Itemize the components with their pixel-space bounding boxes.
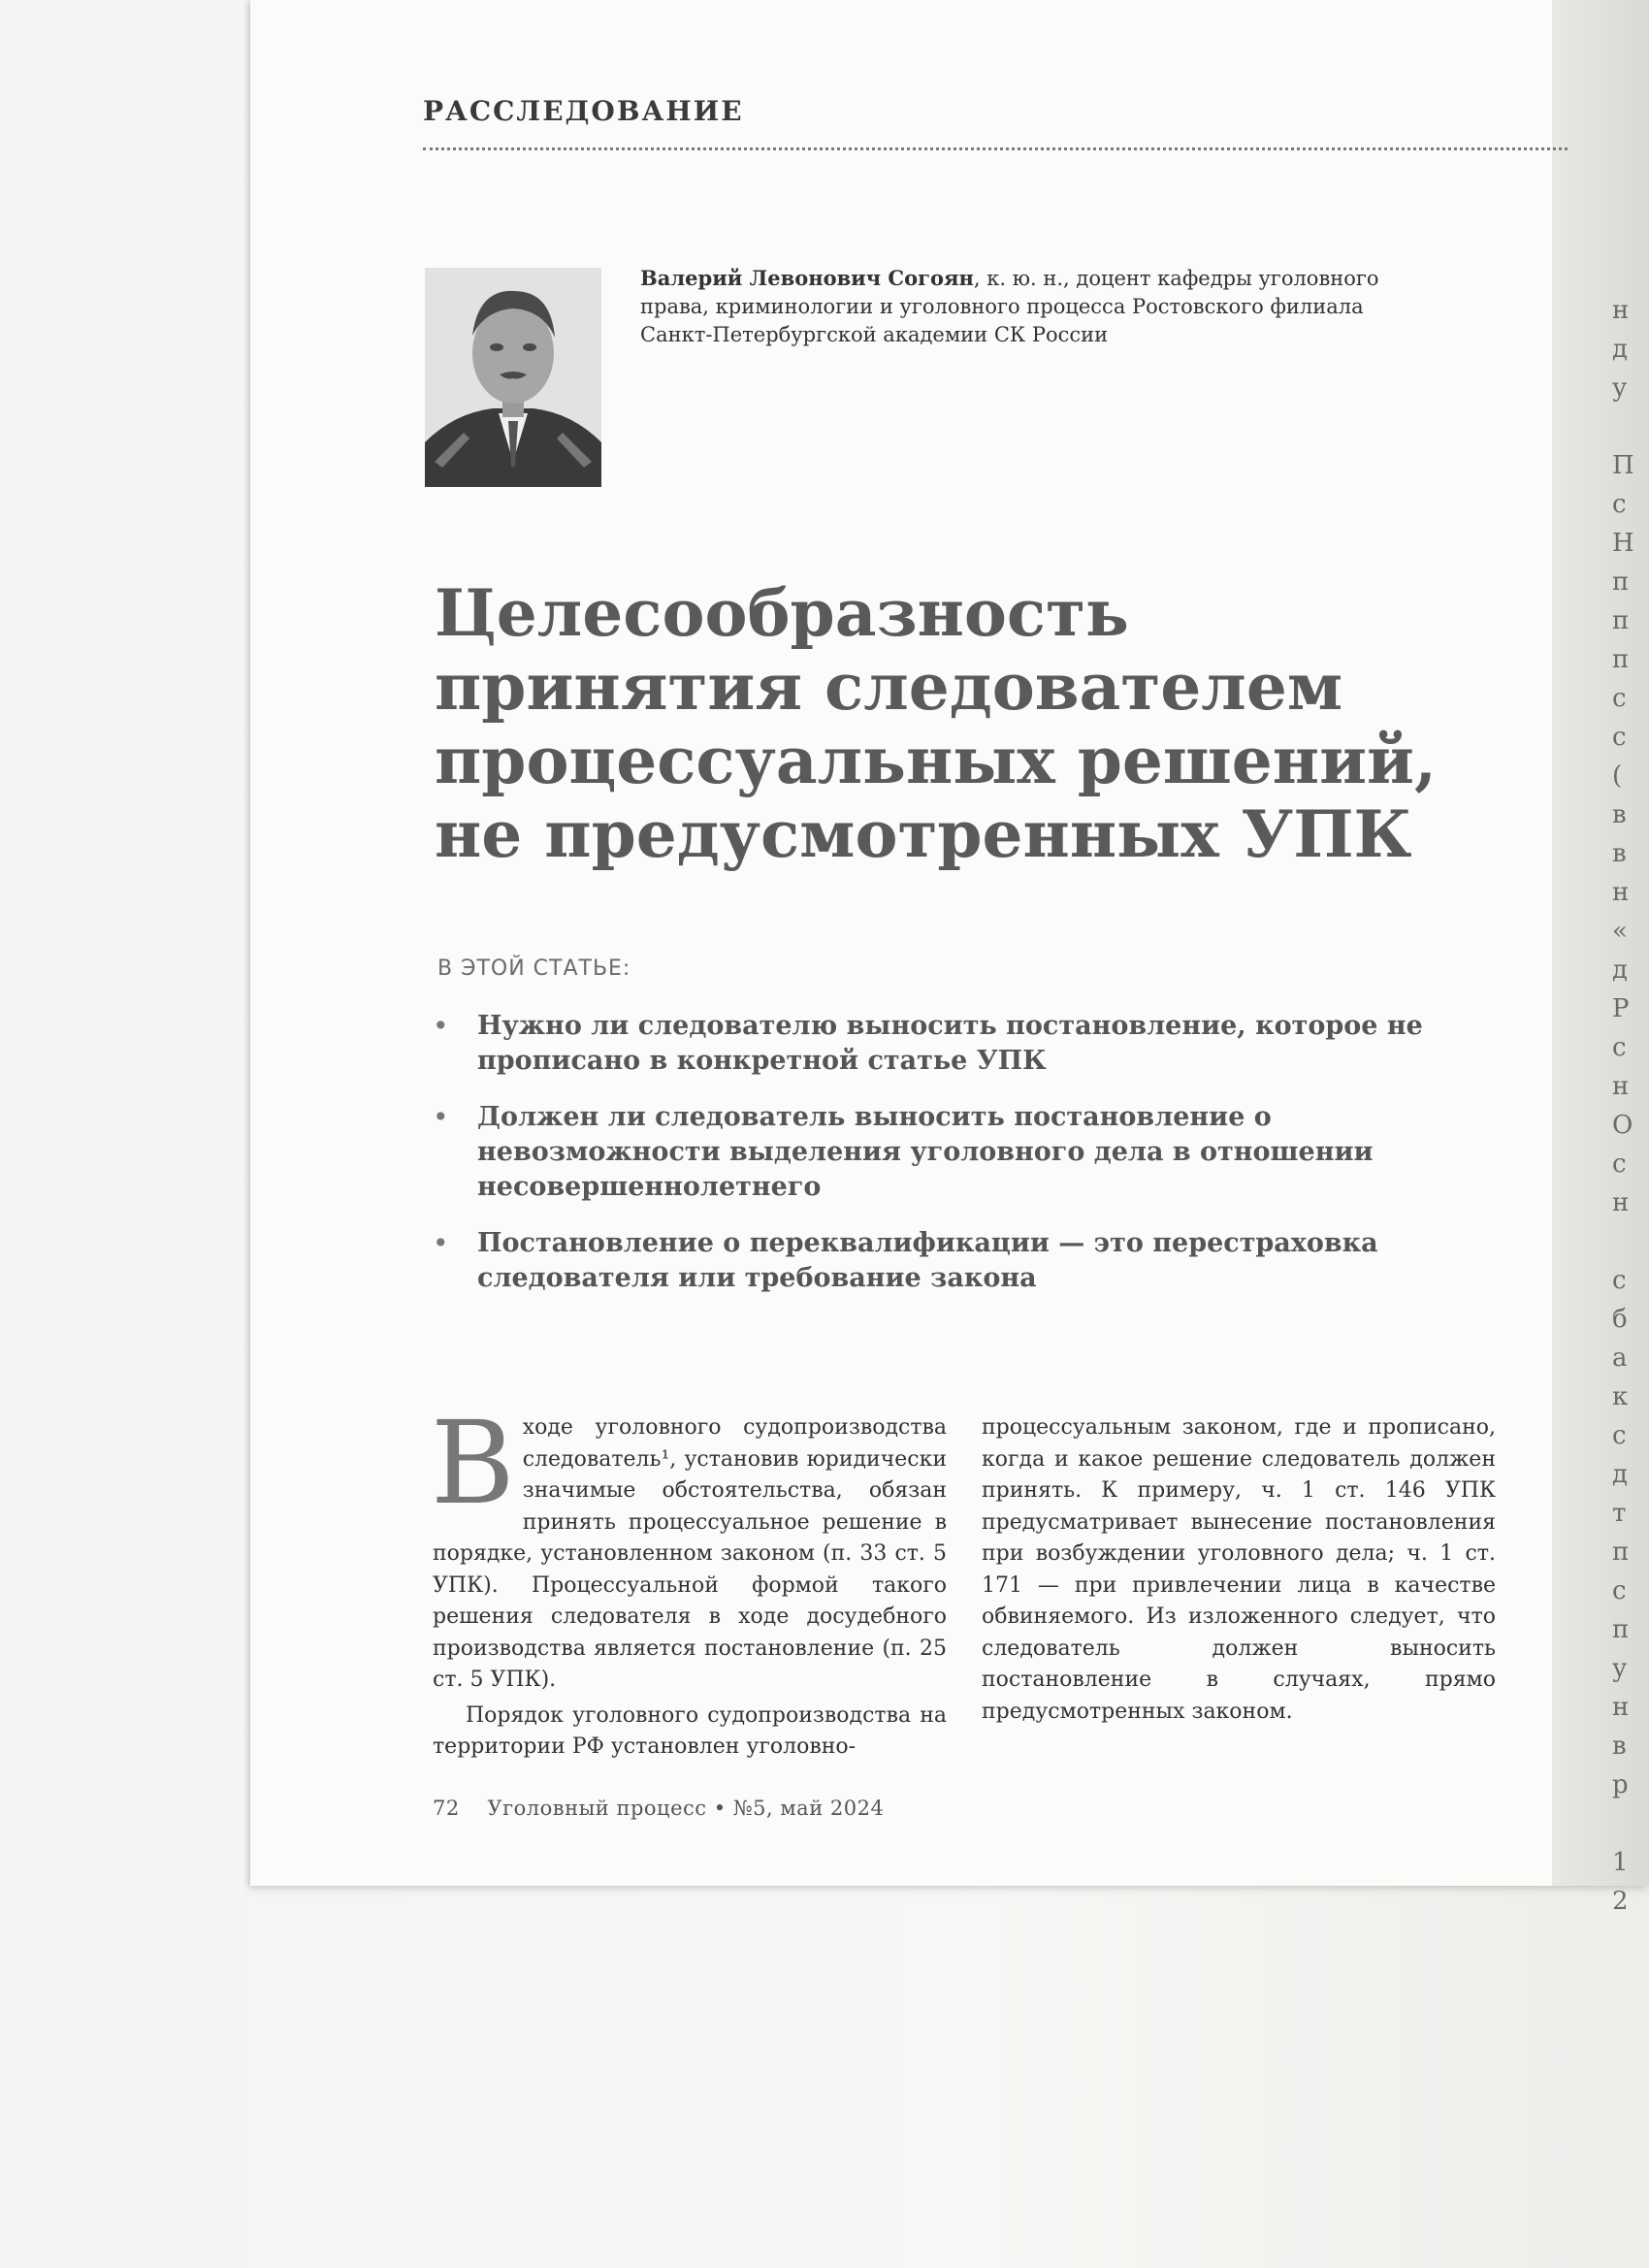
key-point-text: Должен ли следователь выносить постановление о невозможности выделения уголовного дела в отношении несовершеннолетнего — [477, 1102, 1374, 1202]
list-item — [433, 1100, 1451, 1205]
page-number: 72 — [433, 1797, 460, 1820]
author-info — [640, 264, 1416, 349]
in-article-label: В ЭТОЙ СТАТЬЕ: — [437, 956, 631, 981]
list-item — [433, 1009, 1451, 1079]
article-title: Целесообразность принятия следователем процессуальных решений, не предусмотренных УПК — [435, 575, 1437, 872]
dotted-rule — [423, 147, 1568, 150]
body-paragraph: процессуальным законом, где и прописано, когда и какое решение следователь должен принять. К примеру, ч. 1 ст. 146 УПК предусматривает вынесение постановления при возбуждении уголовного дела; ч. 1 ст. 171 — при привлечении лица в качестве обвиняемого. Из изложенного следует, что следователь должен выносить постановление в случаях, прямо предусмотренных законом. — [982, 1415, 1496, 1724]
section-heading: РАССЛЕДОВАНИЕ — [423, 95, 744, 127]
key-point-text: Нужно ли следователю выносить постановление, которое не прописано в конкретной статье УПК — [477, 1011, 1423, 1076]
bullet-icon: • — [433, 1101, 449, 1133]
page-footer — [433, 1797, 884, 1820]
bullet-icon: • — [433, 1227, 449, 1259]
body-column-right — [982, 1412, 1496, 1728]
author-credentials: , к. ю. н., доцент кафедры уголовного права, криминологии и уголовного процесса Ростовского филиала Санкт-Петербургской академии СК России — [640, 267, 1379, 346]
author-photo — [425, 268, 601, 487]
body-paragraph: Порядок уголовного судопроизводства на территории РФ установлен уголовно- — [433, 1702, 947, 1759]
key-points-list — [433, 1009, 1451, 1317]
drop-cap: В — [431, 1396, 515, 1530]
author-name: Валерий Левонович Согоян — [640, 266, 974, 290]
list-item — [433, 1226, 1451, 1296]
body-column-left — [431, 1396, 947, 1764]
paragraph-text: ходе уголовного судопроизводства следователь¹, установив юридически значимые обстоятельства, обязан принять процессуальное решение в порядке, установленном законом (п. 33 ст. 5 УПК). Процессуальной формой такого решения следователя в ходе досудебного производства является постановление (п. 25 ст. 5 УПК). — [433, 1415, 947, 1692]
body-paragraph — [431, 1396, 947, 1697]
journal-info: Уголовный процесс • №5, май 2024 — [487, 1797, 885, 1820]
author-portrait-icon — [425, 268, 601, 487]
bullet-icon: • — [433, 1010, 449, 1042]
key-point-text: Постановление о переквалификации — это перестраховка следователя или требование закона — [477, 1228, 1378, 1293]
next-page-bleed-text: н д у П с Н п п п с с ( в в н « д Р с н О с н с б а к с д т п с п у н в р 1 2 — [1612, 296, 1636, 1916]
